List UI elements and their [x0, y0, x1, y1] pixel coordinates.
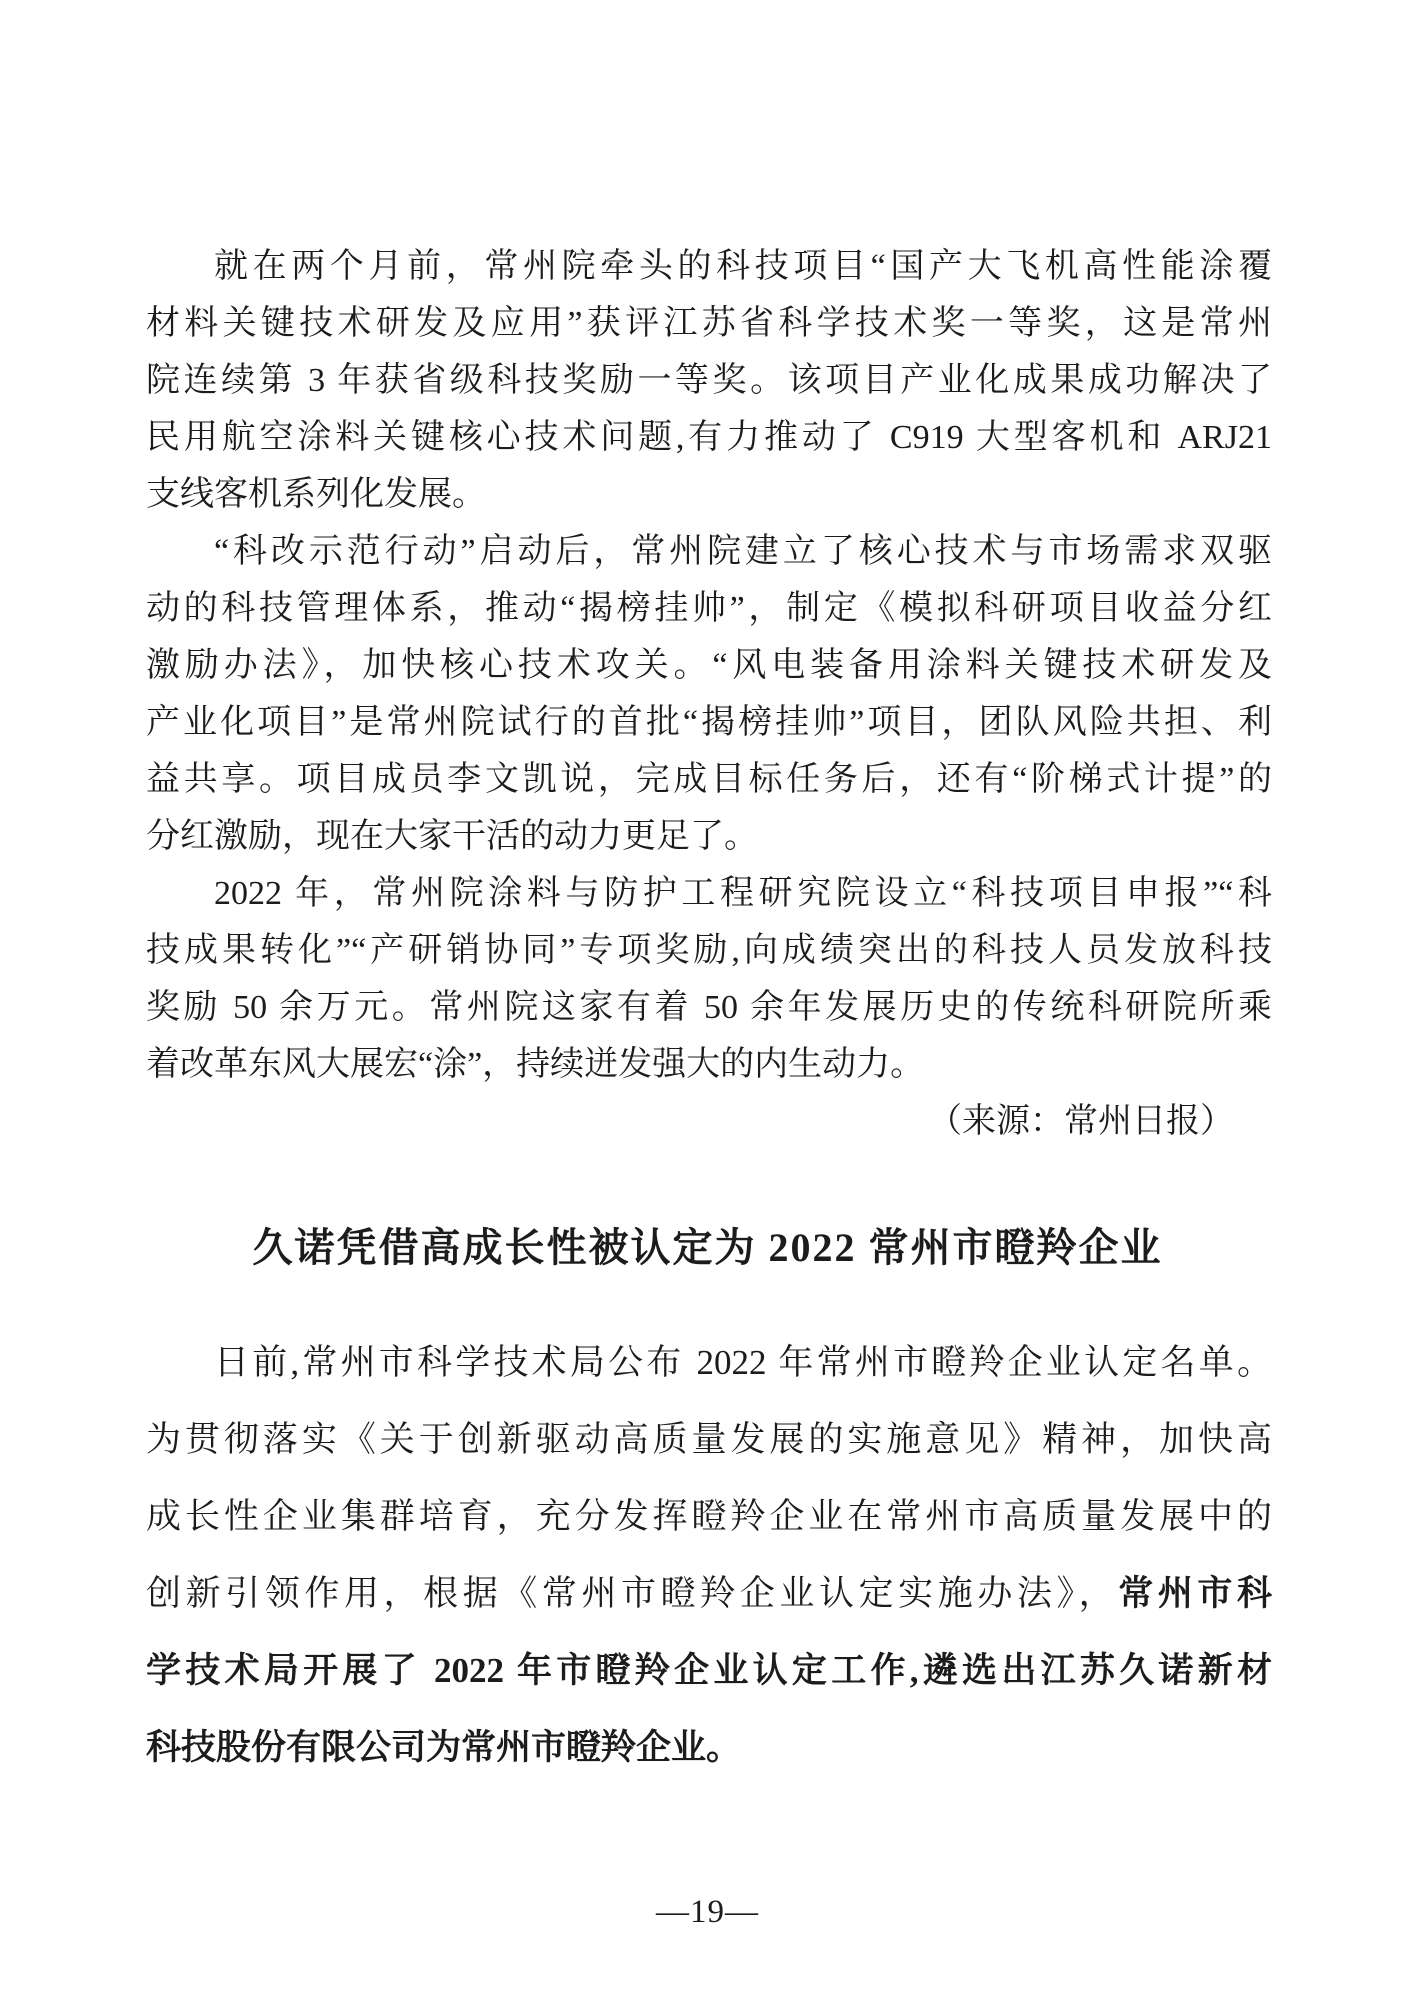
final-paragraph-bold-line: 科技股份有限公司为常州市瞪羚企业。 [146, 1728, 742, 1767]
paragraph-3-line: 技成果转化”“产研销协同”专项奖励,向成绩突出的科技人员发放科技 [146, 932, 1272, 969]
paragraph-1-line: 就在两个月前，常州院牵头的科技项目“国产大飞机高性能涂覆 [214, 248, 1272, 285]
paragraph-3-line: 奖励 50 余万元。常州院这家有着 50 余年发展历史的传统科研院所乘 [146, 989, 1272, 1026]
paragraph-2-line: 动的科技管理体系，推动“揭榜挂帅”，制定《模拟科研项目收益分红 [146, 590, 1272, 627]
final-paragraph-normal-text: 创新引领作用，根据《常州市瞪羚企业认定实施办法》， [146, 1574, 1119, 1613]
paragraph-1-line: 支线客机系列化发展。 [146, 476, 486, 513]
final-paragraph-mixed-line [146, 1555, 1272, 1632]
paragraph-2-line: “科改示范行动”启动后，常州院建立了核心技术与市场需求双驱 [214, 533, 1272, 570]
paragraph-3-line: 2022 年，常州院涂料与防护工程研究院设立“科技项目申报”“科 [214, 875, 1272, 912]
article-body-top [146, 238, 1272, 1150]
page-number: —19— [656, 1894, 759, 1930]
paragraph-1-line: 院连续第 3 年获省级科技奖励一等奖。该项目产业化成果成功解决了 [146, 362, 1272, 399]
final-paragraph-line: 成长性企业集群培育，充分发挥瞪羚企业在常州市高质量发展中的 [146, 1497, 1272, 1536]
paragraph-1-line: 民用航空涂料关键核心技术问题,有力推动了 C919 大型客机和 ARJ21 [146, 419, 1272, 456]
paragraph-2-line: 分红激励，现在大家干活的动力更足了。 [146, 818, 758, 855]
paragraph-2-line: 激励办法》，加快核心技术攻关。“风电装备用涂料关键技术研发及 [146, 647, 1272, 684]
final-paragraph-line: 日前,常州市科学技术局公布 2022 年常州市瞪羚企业认定名单。 [214, 1343, 1272, 1382]
article-body-bottom [146, 1324, 1272, 1786]
paragraph-1-line: 材料关键技术研发及应用”获评江苏省科学技术奖一等奖，这是常州 [146, 305, 1272, 342]
final-paragraph-bold-line: 学技术局开展了 2022 年市瞪羚企业认定工作,遴选出江苏久诺新材 [146, 1651, 1272, 1690]
article-headline: 久诺凭借高成长性被认定为 2022 常州市瞪羚企业 [252, 1225, 1163, 1270]
paragraph-2-line: 益共享。项目成员李文凯说，完成目标任务后，还有“阶梯式计提”的 [146, 761, 1272, 798]
paragraph-3-line: 着改革东风大展宏“涂”，持续迸发强大的内生动力。 [146, 1046, 925, 1083]
final-paragraph-bold-text: 常州市科 [1118, 1574, 1272, 1613]
paragraph-2-line: 产业化项目”是常州院试行的首批“揭榜挂帅”项目，团队风险共担、利 [146, 704, 1272, 741]
source-attribution: （来源：常州日报） [928, 1103, 1234, 1140]
final-paragraph-line: 为贯彻落实《关于创新驱动高质量发展的实施意见》精神，加快高 [146, 1420, 1272, 1459]
